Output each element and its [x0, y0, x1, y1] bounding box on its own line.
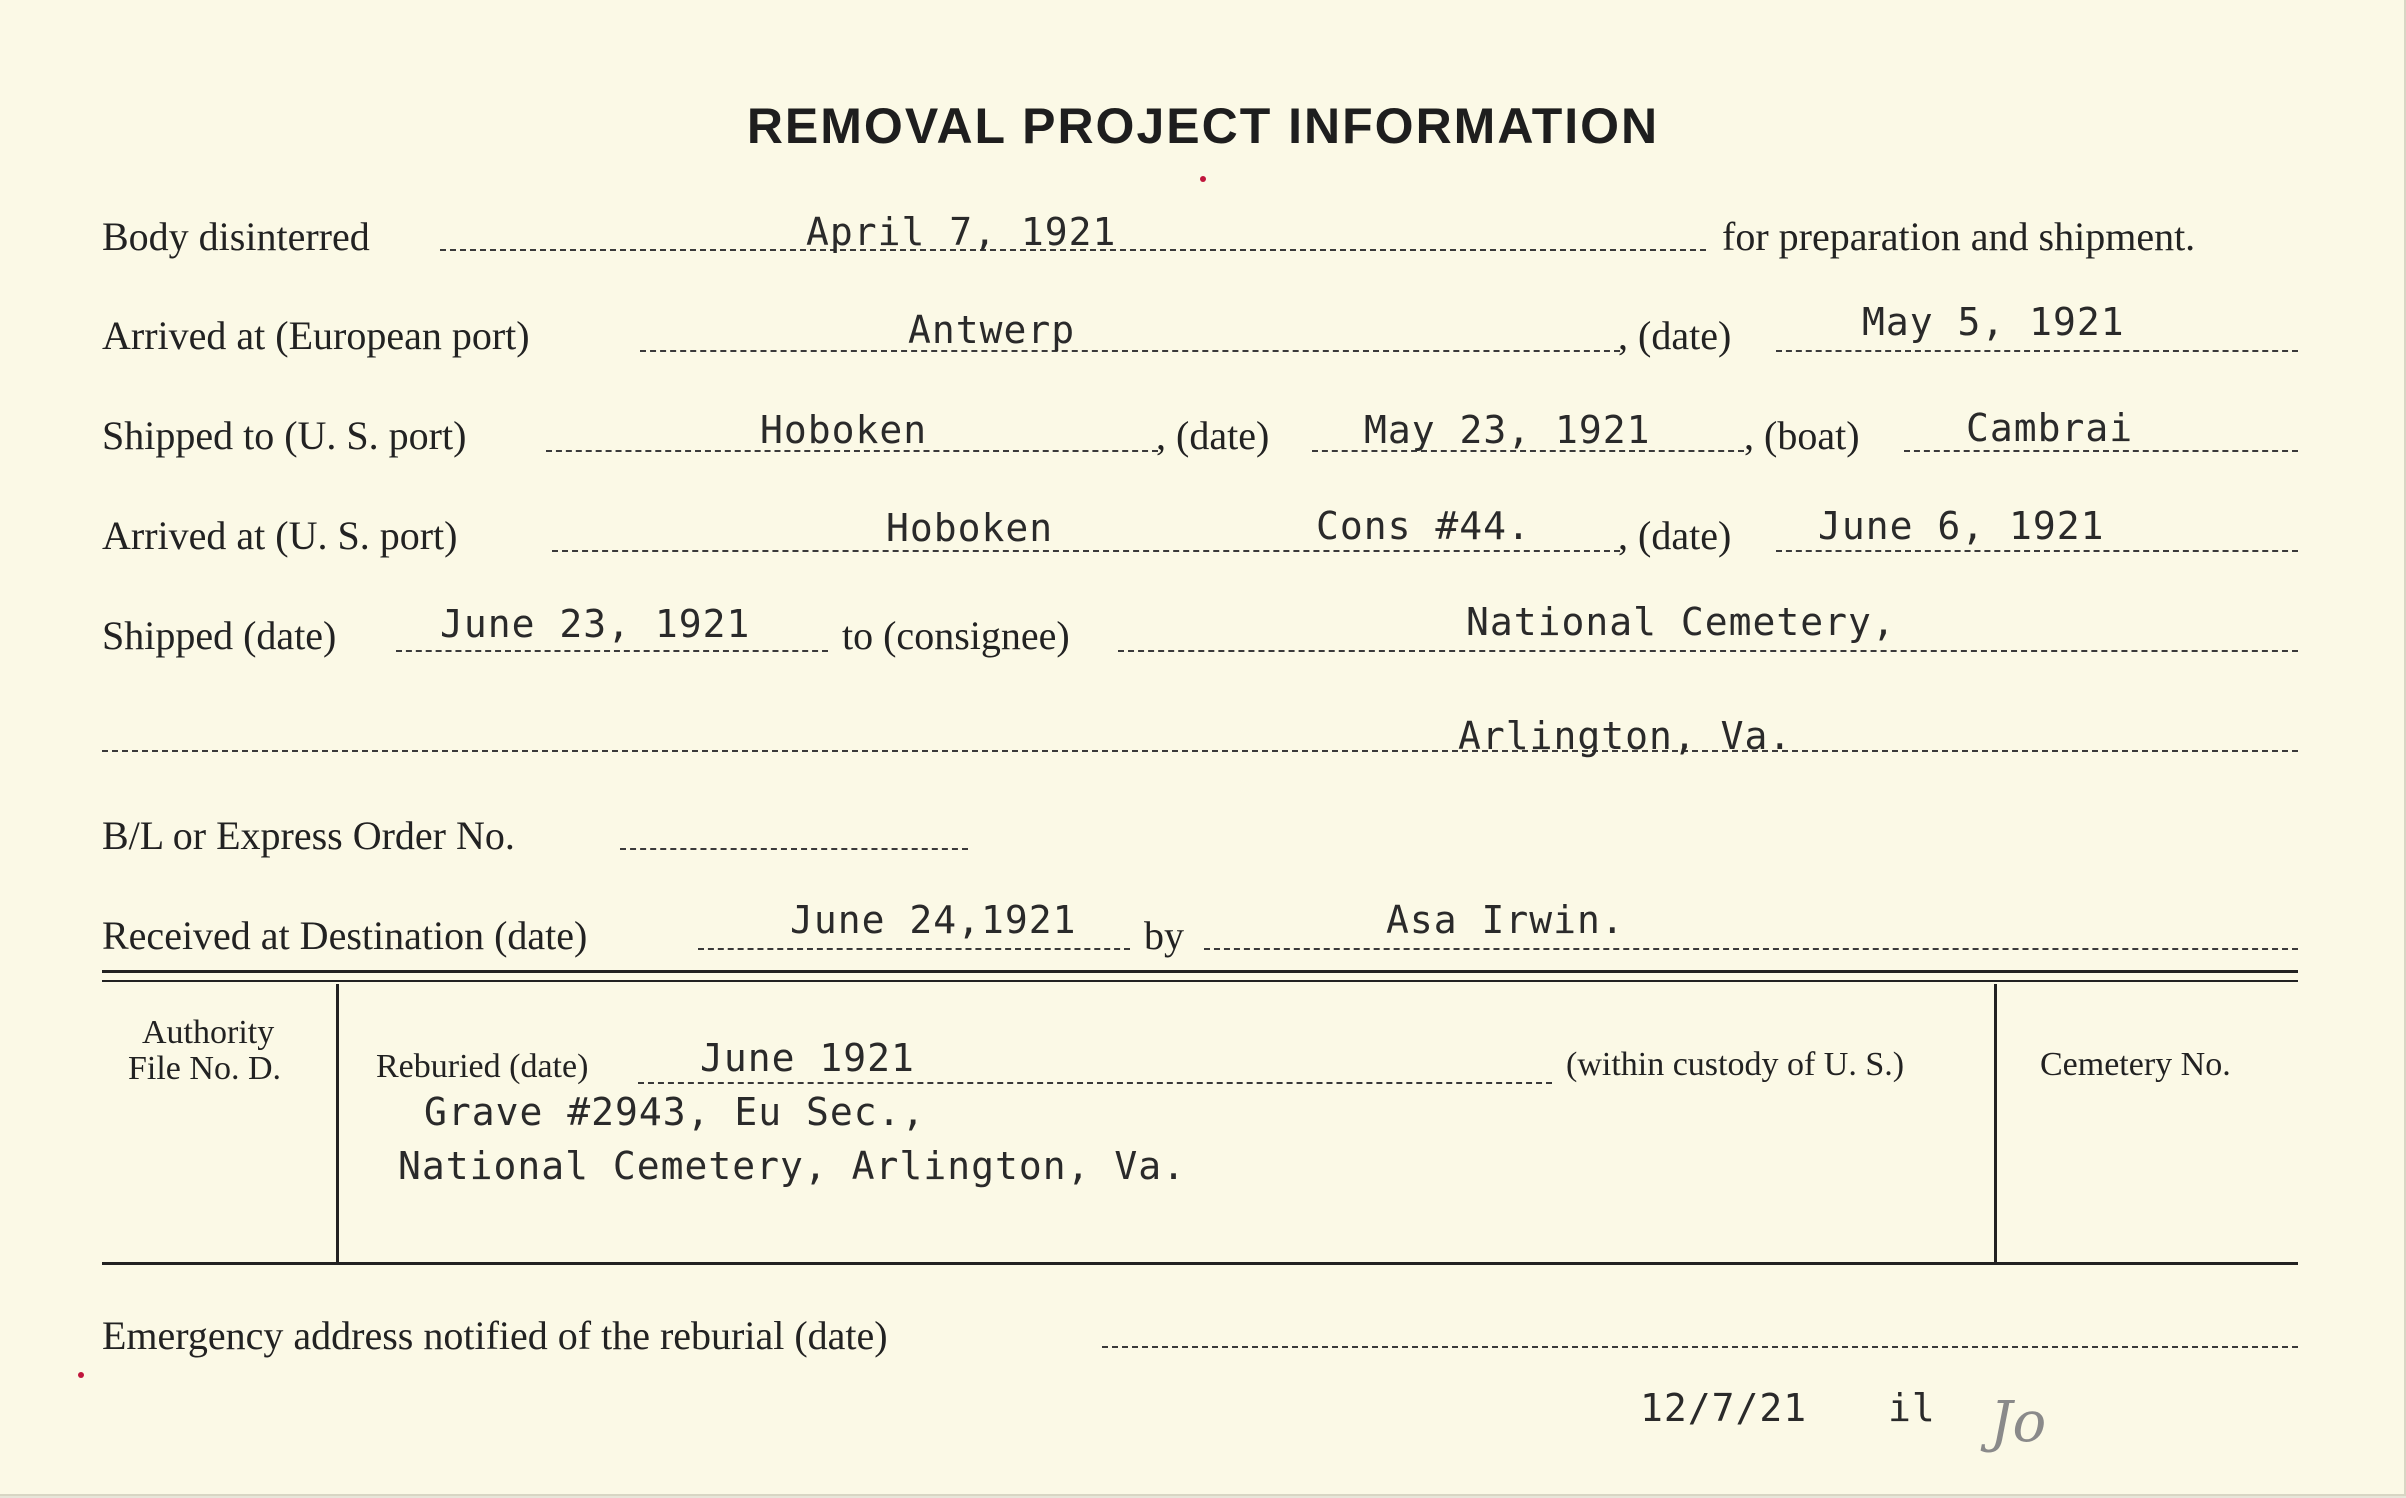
- boat-label: , (boat): [1744, 413, 1860, 458]
- european-port-value: Antwerp: [908, 308, 1076, 352]
- us-port-shipped-date-label: , (date): [1156, 413, 1270, 458]
- reburied-date-line: [638, 1082, 1552, 1084]
- file-number-label: File No. D.: [128, 1050, 281, 1087]
- us-port-arrived-value: Hoboken: [886, 506, 1054, 550]
- pencil-initials: Jo: [1990, 1390, 2047, 1455]
- received-destination-label: Received at Destination (date): [102, 913, 588, 958]
- received-date-line: [698, 948, 1130, 950]
- body-disinterred-label: Body disinterred: [102, 214, 370, 259]
- shipped-date-label: Shipped (date): [102, 613, 337, 658]
- received-date-value: June 24,1921: [790, 898, 1077, 942]
- emergency-address-label: Emergency address notified of the reburial (date): [102, 1313, 888, 1358]
- consignee-line: [1118, 650, 2298, 652]
- boat-value: Cambrai: [1966, 406, 2134, 450]
- bl-express-order-line: [620, 848, 968, 850]
- consignee-value-2: Arlington, Va.: [1458, 714, 1793, 758]
- consignee-continuation-line: [102, 750, 2298, 752]
- cemetery-number-label: Cemetery No.: [2040, 1046, 2231, 1083]
- clerk-initials: il: [1888, 1386, 1936, 1430]
- processed-date-stamp: 12/7/21: [1640, 1386, 1808, 1430]
- us-port-shipped-value: Hoboken: [760, 408, 928, 452]
- red-ink-dot: [78, 1372, 84, 1378]
- page-title: REMOVAL PROJECT INFORMATION: [746, 98, 1660, 154]
- us-port-shipped-date-value: May 23, 1921: [1364, 408, 1651, 452]
- section-divider-bottom: [102, 980, 2298, 982]
- us-arrived-date-line: [1776, 550, 2298, 552]
- us-arrived-date-label: , (date): [1618, 513, 1732, 558]
- european-date-label: , (date): [1618, 313, 1732, 358]
- us-arrived-date-value: June 6, 1921: [1818, 504, 2105, 548]
- us-port-arrived-line: [552, 550, 1620, 552]
- preparation-shipment-label: for preparation and shipment.: [1722, 214, 2196, 259]
- shipped-date-value: June 23, 1921: [440, 602, 751, 646]
- reburied-date-label: Reburied (date): [376, 1048, 589, 1085]
- reburial-box-bottom: [102, 1262, 2298, 1265]
- custody-label: (within custody of U. S.): [1566, 1046, 1905, 1083]
- section-divider-top: [102, 970, 2298, 973]
- boat-line: [1904, 450, 2298, 452]
- cemetery-column-divider: [1994, 984, 1997, 1262]
- received-by-label: by: [1144, 913, 1184, 958]
- received-by-value: Asa Irwin.: [1386, 898, 1625, 942]
- emergency-date-line: [1102, 1346, 2298, 1348]
- red-ink-mark: [1200, 176, 1206, 182]
- disinterred-date-value: April 7, 1921: [806, 210, 1117, 254]
- grave-details: Grave #2943, Eu Sec.,: [424, 1090, 926, 1134]
- european-port-line: [640, 350, 1620, 352]
- received-by-line: [1204, 948, 2298, 950]
- shipped-date-line: [396, 650, 828, 652]
- us-port-shipped-label: Shipped to (U. S. port): [102, 413, 467, 458]
- european-date-value: May 5, 1921: [1862, 300, 2125, 344]
- consignee-label: to (consignee): [842, 613, 1070, 658]
- consignee-value-1: National Cemetery,: [1466, 600, 1896, 644]
- authority-label: Authority: [142, 1014, 275, 1051]
- consignment-number-value: Cons #44.: [1316, 504, 1531, 548]
- european-date-line: [1776, 350, 2298, 352]
- reburied-date-value: June 1921: [700, 1036, 915, 1080]
- authority-column-divider: [336, 984, 339, 1262]
- reburial-location: National Cemetery, Arlington, Va.: [398, 1144, 1186, 1188]
- bl-express-order-label: B/L or Express Order No.: [102, 813, 515, 858]
- us-port-arrived-label: Arrived at (U. S. port): [102, 513, 458, 558]
- european-port-label: Arrived at (European port): [102, 313, 530, 358]
